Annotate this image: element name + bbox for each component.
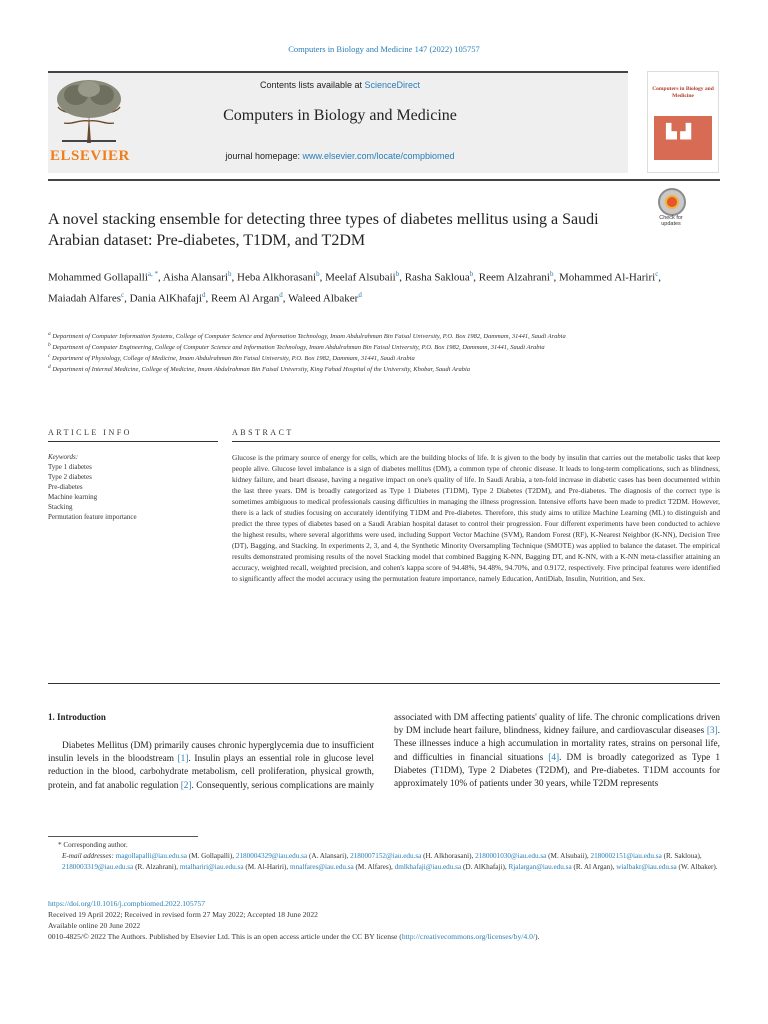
author-affiliation-marker[interactable]: a, * — [147, 270, 159, 278]
email-link[interactable]: wialbakr@iau.edu.sa — [616, 863, 677, 871]
body-text: . Insulin plays an essential role in glucose level reduction in the blood, carbohydrate metabolism, cell proliferation, physical growth, protein, and fat anabolic regulation — [48, 754, 374, 791]
affiliations — [48, 330, 668, 375]
affiliation-item — [48, 341, 668, 352]
author-list: Mohammed Gollapalli$^{a, *}$, Aisha Alansari$^b$, Heba Alkhorasani$^b$, Meelaf Alsubaii$^b$, Rasha Sakloua$^b$, Reem Alzahrani$^b$, Mohammed Al-Hariri$^c$, Maiadah Alfares$^c$, Dania AlKhafaji$^d$, Reem Al Argan$^d$, Waleed Albaker$^d$ — [48, 270, 662, 305]
email-link[interactable]: mnalfares@iau.edu.sa — [290, 863, 354, 871]
email-owner: (R. Sakloua), — [661, 852, 702, 860]
sciencedirect-link[interactable]: ScienceDirect — [364, 80, 421, 90]
keyword-item: Pre-diabetes — [48, 483, 83, 491]
author-affiliation-marker[interactable]: b — [316, 270, 320, 278]
email-owner: (M. Alsubaii), — [546, 852, 591, 860]
check-updates-icon — [658, 188, 686, 216]
affiliation-text: Department of Physiology, College of Medicine, Imam Abdulrahman Bin Faisal University, P.O. Box 1982, Dammam, 31441, Saudi Arabia — [52, 355, 415, 363]
email-owner: (M. Gollapalli), — [186, 852, 236, 860]
email-link[interactable]: magollapalli@iau.edu.sa — [115, 852, 187, 860]
affiliation-item — [48, 352, 668, 363]
author-affiliation-marker[interactable]: d — [202, 290, 206, 299]
author-affiliation-marker[interactable]: b — [469, 270, 474, 278]
publisher-name: ELSEVIER — [50, 148, 130, 164]
author-affiliation-marker[interactable]: d — [358, 290, 362, 299]
journal-citation[interactable]: Computers in Biology and Medicine 147 (2022) 105757 — [288, 44, 480, 54]
author-name[interactable]: Aisha Alansari — [162, 271, 228, 284]
email-owner: (H. Alkhorasani), — [421, 852, 476, 860]
body-text: . DM is broadly categorized as Type 1 Diabetes (T1DM), Type 2 Diabetes (T2DM), and Pre-diabetes. T1DM accounts for approximately 10% of patients under 30 years, while T2DM represents — [394, 752, 720, 790]
author-name[interactable]: Reem Al Argan — [211, 292, 280, 305]
author-name[interactable]: Meelaf Alsubaii — [325, 271, 396, 284]
abstract-text: Glucose is the primary source of energy for cells, which are the building blocks of life. It is given to the body by insulin that carries out the metabolic tasks that keep people alive. Glucose level imbalance is a sign of diabetes mellitus (DM), a common type of chronic disease. It leads to long-term complications, such as blindness, kidney failure, and heart disease, having a negative impact on one's quality of life. In Saudi Arabia, a ten-fold increase in diabetic cases has been documented within the last three years. DM is broadly categorized as Type 1 Diabetes (T1DM), Type 2 Diabetes (T2DM), and Pre-diabetes. The diagnosis of the correct type is sometimes ambiguous to medical professionals causing difficulties in managing the illness progression. Intensive efforts have been made to predict T2DM. However, there is a lack of studies focusing on accurately identifying T1DM and Pre-diabetes. Therefore, this study aims to utilize Machine Learning (ML) to distinguish and predict the three types of diabetes based on a Saudi Arabian hospital dataset to control their progression. Four different experiments have been conducted to achieve the highest results, where several algorithms were used, including Support Vector Machine (SVM), Random Forest (RF), K-Nearest Neighbor (K-NN), Decision Tree (DT), Bagging, and Stacking. In experiments 2, 3, and 4, the Synthetic Minority Oversampling Technique (SMOTE) was applied to balance the dataset. The empirical results demonstrated promising results of the novel Stacking model that combined Bagging K-NN, Bagging DT, and K-NN, with a K-NN meta-classifier attaining an accuracy, weighted recall, weighted precision, and cohen's kappa score of 94.48%, 94.48%, 94.70%, and 0.9172, respectively. Five principal features were identified to significantly affect the model accuracy using the permutation feature importance, namely Education, AntiDiab, Insulin, Nutrition, and Sex. — [232, 453, 720, 583]
affiliation-text: Department of Internal Medicine, College of Medicine, Imam Abdulrahman Bin Faisal University, King Fahad Hospital of the University, Khobar, Saudi Arabia — [52, 366, 471, 374]
author-name[interactable]: Mohammed Al-Hariri — [558, 271, 656, 284]
author-name[interactable]: Mohammed Gollapalli — [48, 271, 148, 284]
article-info-rule — [48, 441, 218, 442]
email-owner: (M. Alfares), — [353, 863, 395, 871]
reference-link[interactable]: [1] — [177, 754, 189, 765]
keywords-block — [48, 452, 228, 522]
contents-line — [140, 80, 540, 90]
abstract-rule — [232, 441, 720, 442]
reference-link[interactable]: [4] — [548, 752, 560, 763]
email-link[interactable]: 2180001030@iau.edu.sa — [475, 852, 547, 860]
author-name[interactable]: Dania AlKhafaji — [129, 292, 203, 305]
check-updates-label: Check for updates — [659, 215, 683, 227]
affiliation-marker: b — [48, 342, 51, 349]
author-name[interactable]: Waleed Albaker — [288, 292, 359, 305]
email-owner: (M. Al-Hariri), — [243, 863, 291, 871]
abstract-bottom-rule — [48, 683, 720, 684]
keyword-item: Machine learning — [48, 493, 98, 501]
homepage-line — [140, 151, 540, 161]
affiliation-marker: a — [48, 331, 51, 337]
email-link[interactable]: mtalhariri@iau.edu.sa — [179, 863, 244, 871]
author-affiliation-marker[interactable]: b — [395, 270, 400, 278]
corresponding-author-note: * Corresponding author. — [58, 841, 128, 849]
email-owner: (W. Albaker). — [676, 863, 718, 871]
received-dates: Received 19 April 2022; Received in revised form 27 May 2022; Accepted 18 June 2022 — [48, 910, 318, 919]
affiliation-text: Department of Computer Engineering, College of Computer Science and Information Technology, Imam Abdulrahman Bin Faisal University, P.O. Box 1982, Dammam, 31441, Saudi Arabia — [52, 344, 545, 352]
body-text: . These illnesses induce a high accumulation in mortality rates, strains on personal life, and difficulties in financial situations — [394, 726, 720, 763]
intro-column-left — [48, 740, 374, 793]
email-link[interactable]: Rjalargan@iau.edu.sa — [508, 863, 572, 871]
email-owner: (R. Alzahrani), — [133, 863, 180, 871]
cover-title: Computers in Biology and Medicine — [652, 86, 714, 99]
email-label: E-mail addresses: — [62, 852, 116, 860]
keyword-item: Type 2 diabetes — [48, 473, 92, 481]
cover-art — [654, 116, 712, 160]
header-rule — [48, 179, 720, 181]
intro-column-right — [394, 712, 720, 791]
reference-link[interactable]: [3] — [706, 726, 718, 737]
contents-prefix: Contents lists available at — [259, 80, 365, 90]
affiliation-marker: c — [48, 353, 51, 360]
affiliation-item — [48, 363, 668, 374]
cover-art-glyph: ▙ ▟ — [666, 125, 692, 140]
section-heading-introduction: 1. Introduction — [48, 712, 106, 722]
journal-title: Computers in Biology and Medicine — [223, 107, 457, 124]
copyright-line — [48, 931, 720, 942]
email-link[interactable]: 2180007152@iau.edu.sa — [350, 852, 422, 860]
email-link[interactable]: dmlkhafaji@iau.edu.sa — [394, 863, 462, 871]
publication-info — [48, 898, 720, 942]
email-owner: (D. AlKhafaji), — [461, 863, 509, 871]
homepage-prefix: journal homepage: — [225, 151, 303, 161]
keyword-item: Type 1 diabetes — [48, 463, 92, 471]
doi-link[interactable]: https://doi.org/10.1016/j.compbiomed.2022.105757 — [48, 899, 206, 908]
copyright-text: 0010-4825/© 2022 The Authors. Published by Elsevier Ltd. This is an open access article under the CC BY license ( — [48, 932, 402, 941]
footnote-rule — [48, 836, 198, 837]
footnotes — [48, 840, 720, 873]
author-affiliation-marker[interactable]: c — [655, 270, 659, 278]
reference-link[interactable]: [2] — [180, 780, 192, 791]
abstract-heading: ABSTRACT — [232, 428, 294, 437]
affiliation-text: Department of Computer Information Systems, College of Computer Science and Information Technology, Imam Abdulrahman Bin Faisal University, P.O. Box 1982, Dammam, 31441, Saudi Arabia — [52, 333, 566, 341]
body-text: Diabetes Mellitus (DM) primarily causes chronic hyperglycemia due to insufficient insulin levels in the bloodstream — [48, 741, 374, 765]
homepage-link[interactable]: www.elsevier.com/locate/compbiomed — [302, 151, 455, 161]
body-text: associated with DM affecting patients' quality of life. The chronic complications driven by DM include heart failure, blindness, kidney failure, and cardiovascular diseases — [394, 713, 720, 737]
copyright-end: ). — [534, 932, 540, 941]
author-affiliation-marker[interactable]: c — [121, 290, 125, 299]
email-link[interactable]: 2180002151@iau.edu.sa — [590, 852, 662, 860]
email-link[interactable]: 2180003319@iau.edu.sa — [62, 863, 134, 871]
author-affiliation-marker[interactable]: b — [228, 270, 232, 278]
body-text: . Consequently, serious complications are mainly — [191, 780, 375, 791]
elsevier-logo[interactable] — [50, 75, 128, 165]
keyword-item: Permutation feature importance — [48, 513, 137, 521]
author-name[interactable]: Reem Alzahrani — [478, 271, 550, 284]
elsevier-tree-icon — [54, 77, 124, 145]
author-affiliation-marker[interactable]: d — [279, 290, 283, 299]
author-affiliation-marker[interactable]: b — [549, 270, 554, 278]
affiliation-item — [48, 330, 668, 341]
check-for-updates-badge[interactable] — [652, 188, 692, 233]
paper-title: A novel stacking ensemble for detecting three types of diabetes mellitus using a Saudi Arabian dataset: Pre-diabetes, T1DM, and T2DM — [48, 211, 599, 249]
author-name[interactable]: Maiadah Alfares — [48, 292, 121, 305]
email-owner: (R. Al Argan), — [571, 863, 617, 871]
license-link[interactable]: http://creativecommons.org/licenses/by/4.0/ — [401, 932, 535, 941]
email-link[interactable]: 2180004329@iau.edu.sa — [235, 852, 308, 860]
email-owner: (A. Alansari), — [307, 852, 351, 860]
journal-cover-thumbnail[interactable] — [647, 71, 719, 173]
keyword-item: Stacking — [48, 503, 73, 511]
affiliation-marker: d — [48, 364, 51, 371]
available-online: Available online 20 June 2022 — [48, 921, 141, 930]
author-name[interactable]: Heba Alkhorasani — [237, 271, 317, 284]
article-info-heading: ARTICLE INFO — [48, 428, 132, 437]
keywords-label: Keywords: — [48, 453, 79, 461]
email-addresses — [48, 851, 720, 873]
author-name[interactable]: Rasha Sakloua — [404, 271, 470, 284]
